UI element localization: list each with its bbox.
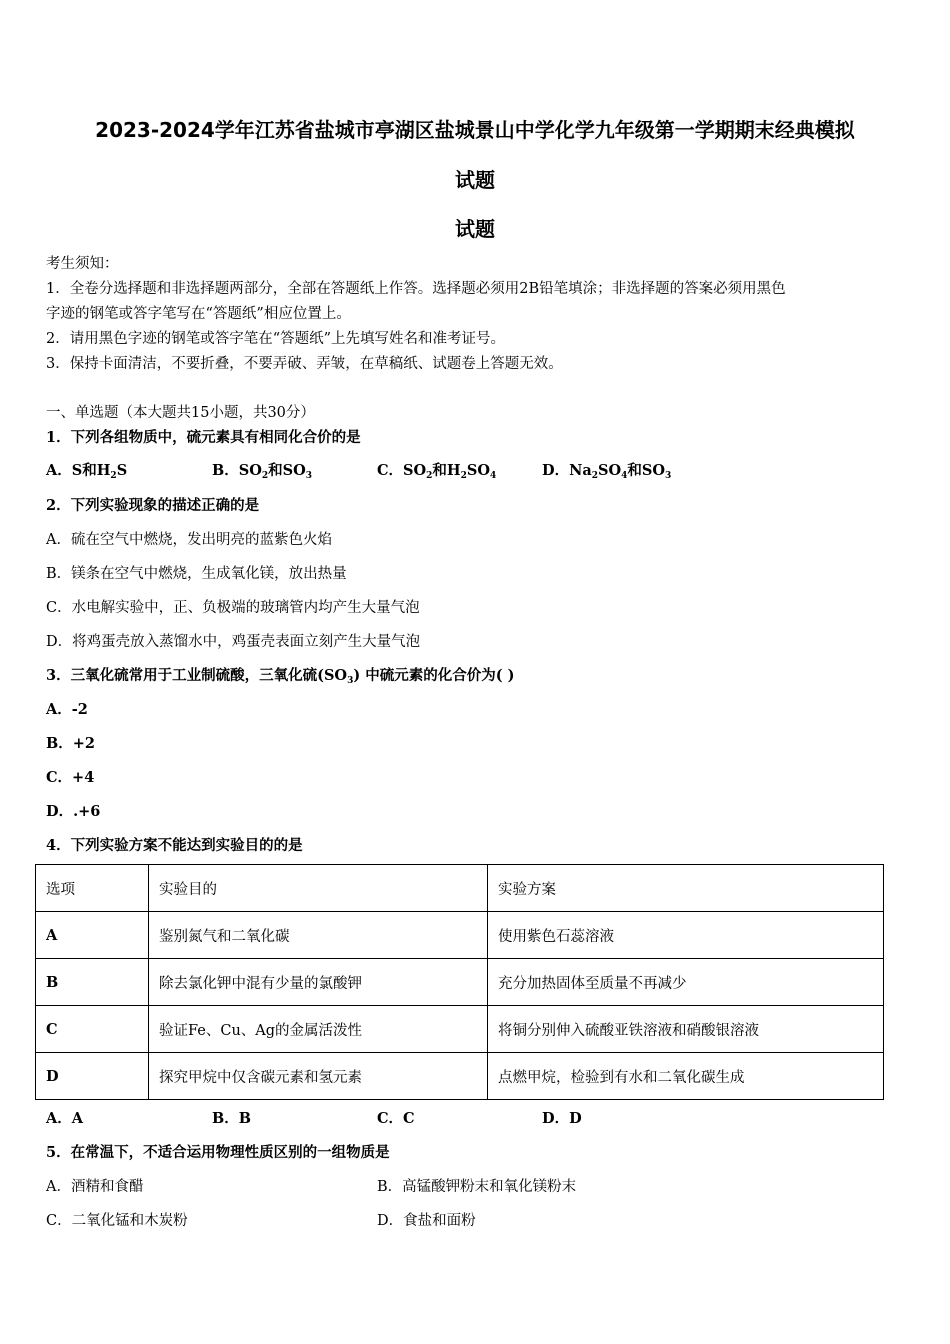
- question-2-option-a: A．硫在空气中燃烧，发出明亮的蓝紫色火焰: [46, 532, 332, 548]
- table-header-cell: 实验目的: [149, 865, 488, 912]
- question-1-option-b: B．$SO_2$和$SO_3$: [212, 462, 312, 481]
- table-cell: 使用紫色石蕊溶液: [488, 912, 884, 959]
- table-cell: A: [36, 912, 149, 959]
- question-2-option-b: B．镁条在空气中燃烧，生成氧化镁，放出热量: [46, 566, 347, 582]
- question-2-stem: 2．下列实验现象的描述正确的是: [46, 497, 260, 514]
- question-4-option-b: B．B: [212, 1110, 252, 1127]
- notice-item-1: 1．全卷分选择题和非选择题两部分，全部在答题纸上作答。选择题必须用2B铅笔填涂；非选择题的答案必须用黑色: [46, 281, 786, 297]
- table-header-row: [36, 865, 884, 912]
- page-title-line2: 试题: [455, 168, 495, 192]
- table-cell: B: [36, 959, 149, 1006]
- table-cell: 除去氯化钾中混有少量的氯酸钾: [149, 959, 488, 1006]
- question-5-option-b: B．高锰酸钾粉末和氧化镁粉末: [377, 1179, 577, 1195]
- question-3-stem: 3．三氧化硫常用于工业制硫酸，三氧化硫$(SO_3)$ 中硫元素的化合价为( ): [46, 667, 515, 686]
- question-4-stem: 4．下列实验方案不能达到实验目的的是: [46, 837, 303, 854]
- question-5-option-a: A．酒精和食醋: [46, 1179, 144, 1195]
- table-cell: 将铜分别伸入硫酸亚铁溶液和硝酸银溶液: [488, 1006, 884, 1053]
- question-2-option-c: C．水电解实验中，正、负极端的玻璃管内均产生大量气泡: [46, 600, 420, 616]
- question-1-stem: 1．下列各组物质中，硫元素具有相同化合价的是: [46, 429, 361, 446]
- notice-item-3: 3．保持卡面清洁，不要折叠，不要弄破、弄皱，在草稿纸、试题卷上答题无效。: [46, 356, 563, 372]
- table-header-cell: 选项: [36, 865, 149, 912]
- question-5-option-c: C．二氧化锰和木炭粉: [46, 1213, 188, 1229]
- table-cell: 充分加热固体至质量不再减少: [488, 959, 884, 1006]
- section-heading: 一、单选题（本大题共15小题，共30分）: [46, 405, 315, 421]
- question-3-option-d: D．.+6: [46, 803, 101, 820]
- question-3-option-a: A．-2: [46, 701, 88, 718]
- page-subtitle: 试题: [455, 217, 495, 241]
- page-title: 2023-2024学年江苏省盐城市亭湖区盐城景山中学化学九年级第一学期期末经典模拟: [95, 118, 855, 142]
- table-cell: 验证Fe、Cu、Ag的金属活泼性: [149, 1006, 488, 1053]
- question-1-option-d: D．$Na_2SO_4$和$SO_3$: [542, 462, 672, 481]
- notice-heading: 考生须知：: [46, 256, 119, 272]
- table-cell: D: [36, 1053, 149, 1100]
- question-1-option-c: C．$SO_2$和$H_2SO_4$: [377, 462, 497, 481]
- notice-item-1-cont: 字迹的钢笔或答字笔写在“答题纸”相应位置上。: [46, 306, 351, 322]
- question-4-option-c: C．C: [377, 1110, 415, 1127]
- question-3-option-b: B．+2: [46, 735, 95, 752]
- question-5-stem: 5．在常温下，不适合运用物理性质区别的一组物质是: [46, 1144, 390, 1161]
- question-4-option-a: A．A: [46, 1110, 84, 1127]
- table-cell: C: [36, 1006, 149, 1053]
- table-row: [36, 1006, 884, 1053]
- table-cell: 探究甲烷中仅含碳元素和氢元素: [149, 1053, 488, 1100]
- table-row: [36, 959, 884, 1006]
- question-2-option-d: D．将鸡蛋壳放入蒸馏水中，鸡蛋壳表面立刻产生大量气泡: [46, 634, 421, 650]
- question-1-option-a: A．S和$H_2S$: [46, 462, 128, 481]
- question-4-option-d: D．D: [542, 1110, 582, 1127]
- table-row: [36, 912, 884, 959]
- table-header-cell: 实验方案: [488, 865, 884, 912]
- question-5-option-d: D．食盐和面粉: [377, 1213, 476, 1229]
- table-row: [36, 1053, 884, 1100]
- table-cell: 点燃甲烷，检验到有水和二氧化碳生成: [488, 1053, 884, 1100]
- question-3-option-c: C．+4: [46, 769, 95, 786]
- experiment-table: [35, 864, 884, 1100]
- table-cell: 鉴别氮气和二氧化碳: [149, 912, 488, 959]
- notice-item-2: 2．请用黑色字迹的钢笔或答字笔在“答题纸”上先填写姓名和准考证号。: [46, 331, 506, 347]
